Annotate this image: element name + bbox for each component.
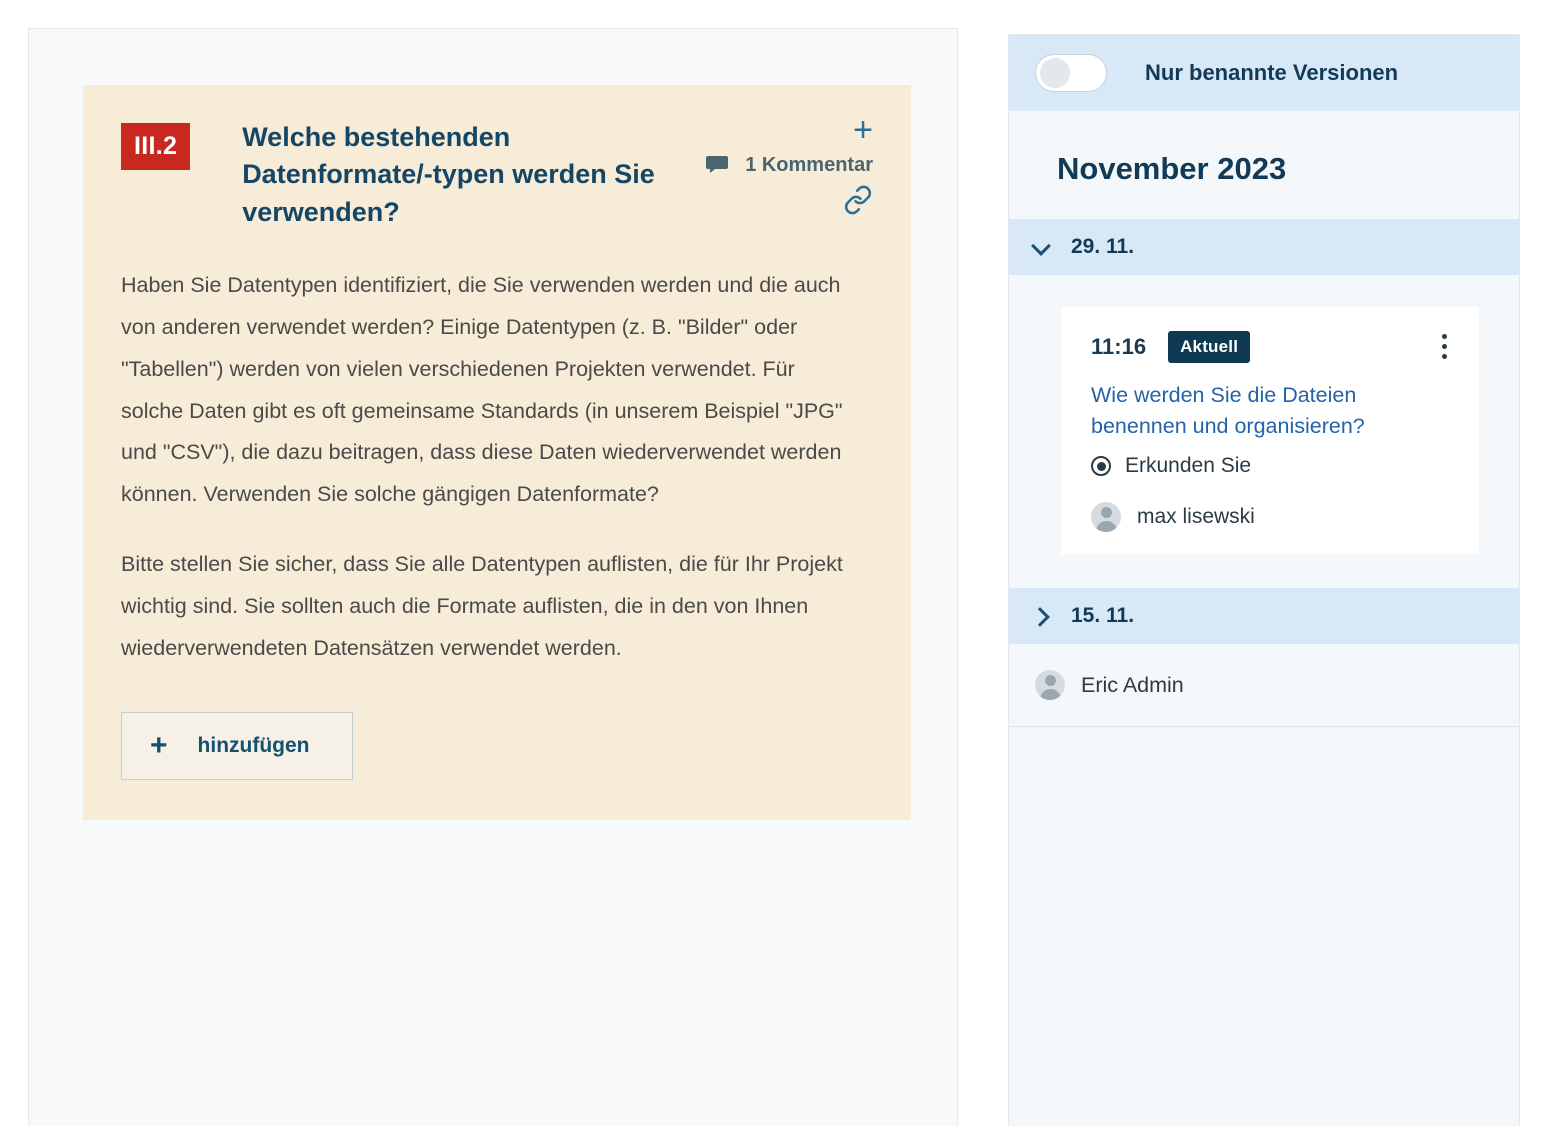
date-group-header-15-11[interactable] [1009,588,1519,644]
version-status [1091,454,1455,478]
question-title: Welche bestehenden Datenformate/-typen werden Sie verwenden? [242,122,655,227]
add-answer-button[interactable] [121,712,353,780]
avatar [1035,670,1065,700]
list-item-user[interactable] [1009,644,1519,727]
date-group-label: 15. 11. [1071,604,1135,628]
month-title: November 2023 [1057,151,1287,186]
question-header [121,111,873,231]
link-icon[interactable] [843,185,873,220]
question-number-badge: III.2 [121,123,190,170]
link-row [583,185,873,220]
version-menu-icon[interactable] [1442,329,1455,364]
question-paragraph-1: Haben Sie Datentypen identifiziert, die Sie verwenden werden und die auch von anderen verwendet werden? Einige Datentypen (z. B. "Bilder" oder "Tabellen") werden von vielen verschiedenen Projekten verwendet. Für solche Daten gibt es oft gemeinsame Standards (in unserem Beispiel "JPG" und "CSV"), die dazu beitragen, dass diese Daten wiederverwendet werden können. Verwenden Sie solche gängigen Datenformate? [121,272,843,507]
avatar [1091,502,1121,532]
version-time: 11:16 [1091,333,1147,359]
user-name: Eric Admin [1081,672,1184,697]
version-author [1091,502,1455,532]
comment-icon [705,153,735,177]
named-versions-toggle-row [1009,35,1519,111]
date-group-header-29-11[interactable] [1009,219,1519,275]
add-answer-button-label: hinzufügen [197,734,310,758]
status-badge: Aktuell [1168,331,1250,363]
question-actions [583,113,873,220]
comment-count-label: 1 Kommentar [745,153,873,176]
radio-selected-icon [1091,456,1111,476]
version-list [1009,275,1519,588]
question-panel [28,28,958,1126]
chevron-right-icon [1033,608,1049,624]
comment-count[interactable] [583,153,873,177]
question-paragraph-2: Bitte stellen Sie sicher, dass Sie alle Datentypen auflisten, die für Ihr Projekt wichtig sind. Sie sollten auch die Formate auflisten, die in den von Ihnen wiederverwendeten Datensätzen verwendet werden. [121,552,843,661]
version-title-link[interactable]: Wie werden Sie die Dateien benennen und organisieren? [1091,383,1365,439]
version-card[interactable] [1061,307,1479,554]
add-icon[interactable]: + [853,111,873,149]
question-body [121,265,861,670]
version-status-label: Erkunden Sie [1125,454,1252,478]
plus-icon: + [150,729,168,763]
versions-panel [1008,34,1520,1126]
question-card [83,85,911,820]
chevron-down-icon [1033,239,1049,255]
date-group-label: 29. 11. [1071,235,1135,258]
named-versions-toggle-label: Nur benannte Versionen [1145,60,1399,85]
toggle-knob [1040,58,1070,88]
version-author-name: max lisewski [1137,505,1255,529]
version-card-header [1091,329,1455,364]
named-versions-toggle[interactable] [1035,54,1107,92]
